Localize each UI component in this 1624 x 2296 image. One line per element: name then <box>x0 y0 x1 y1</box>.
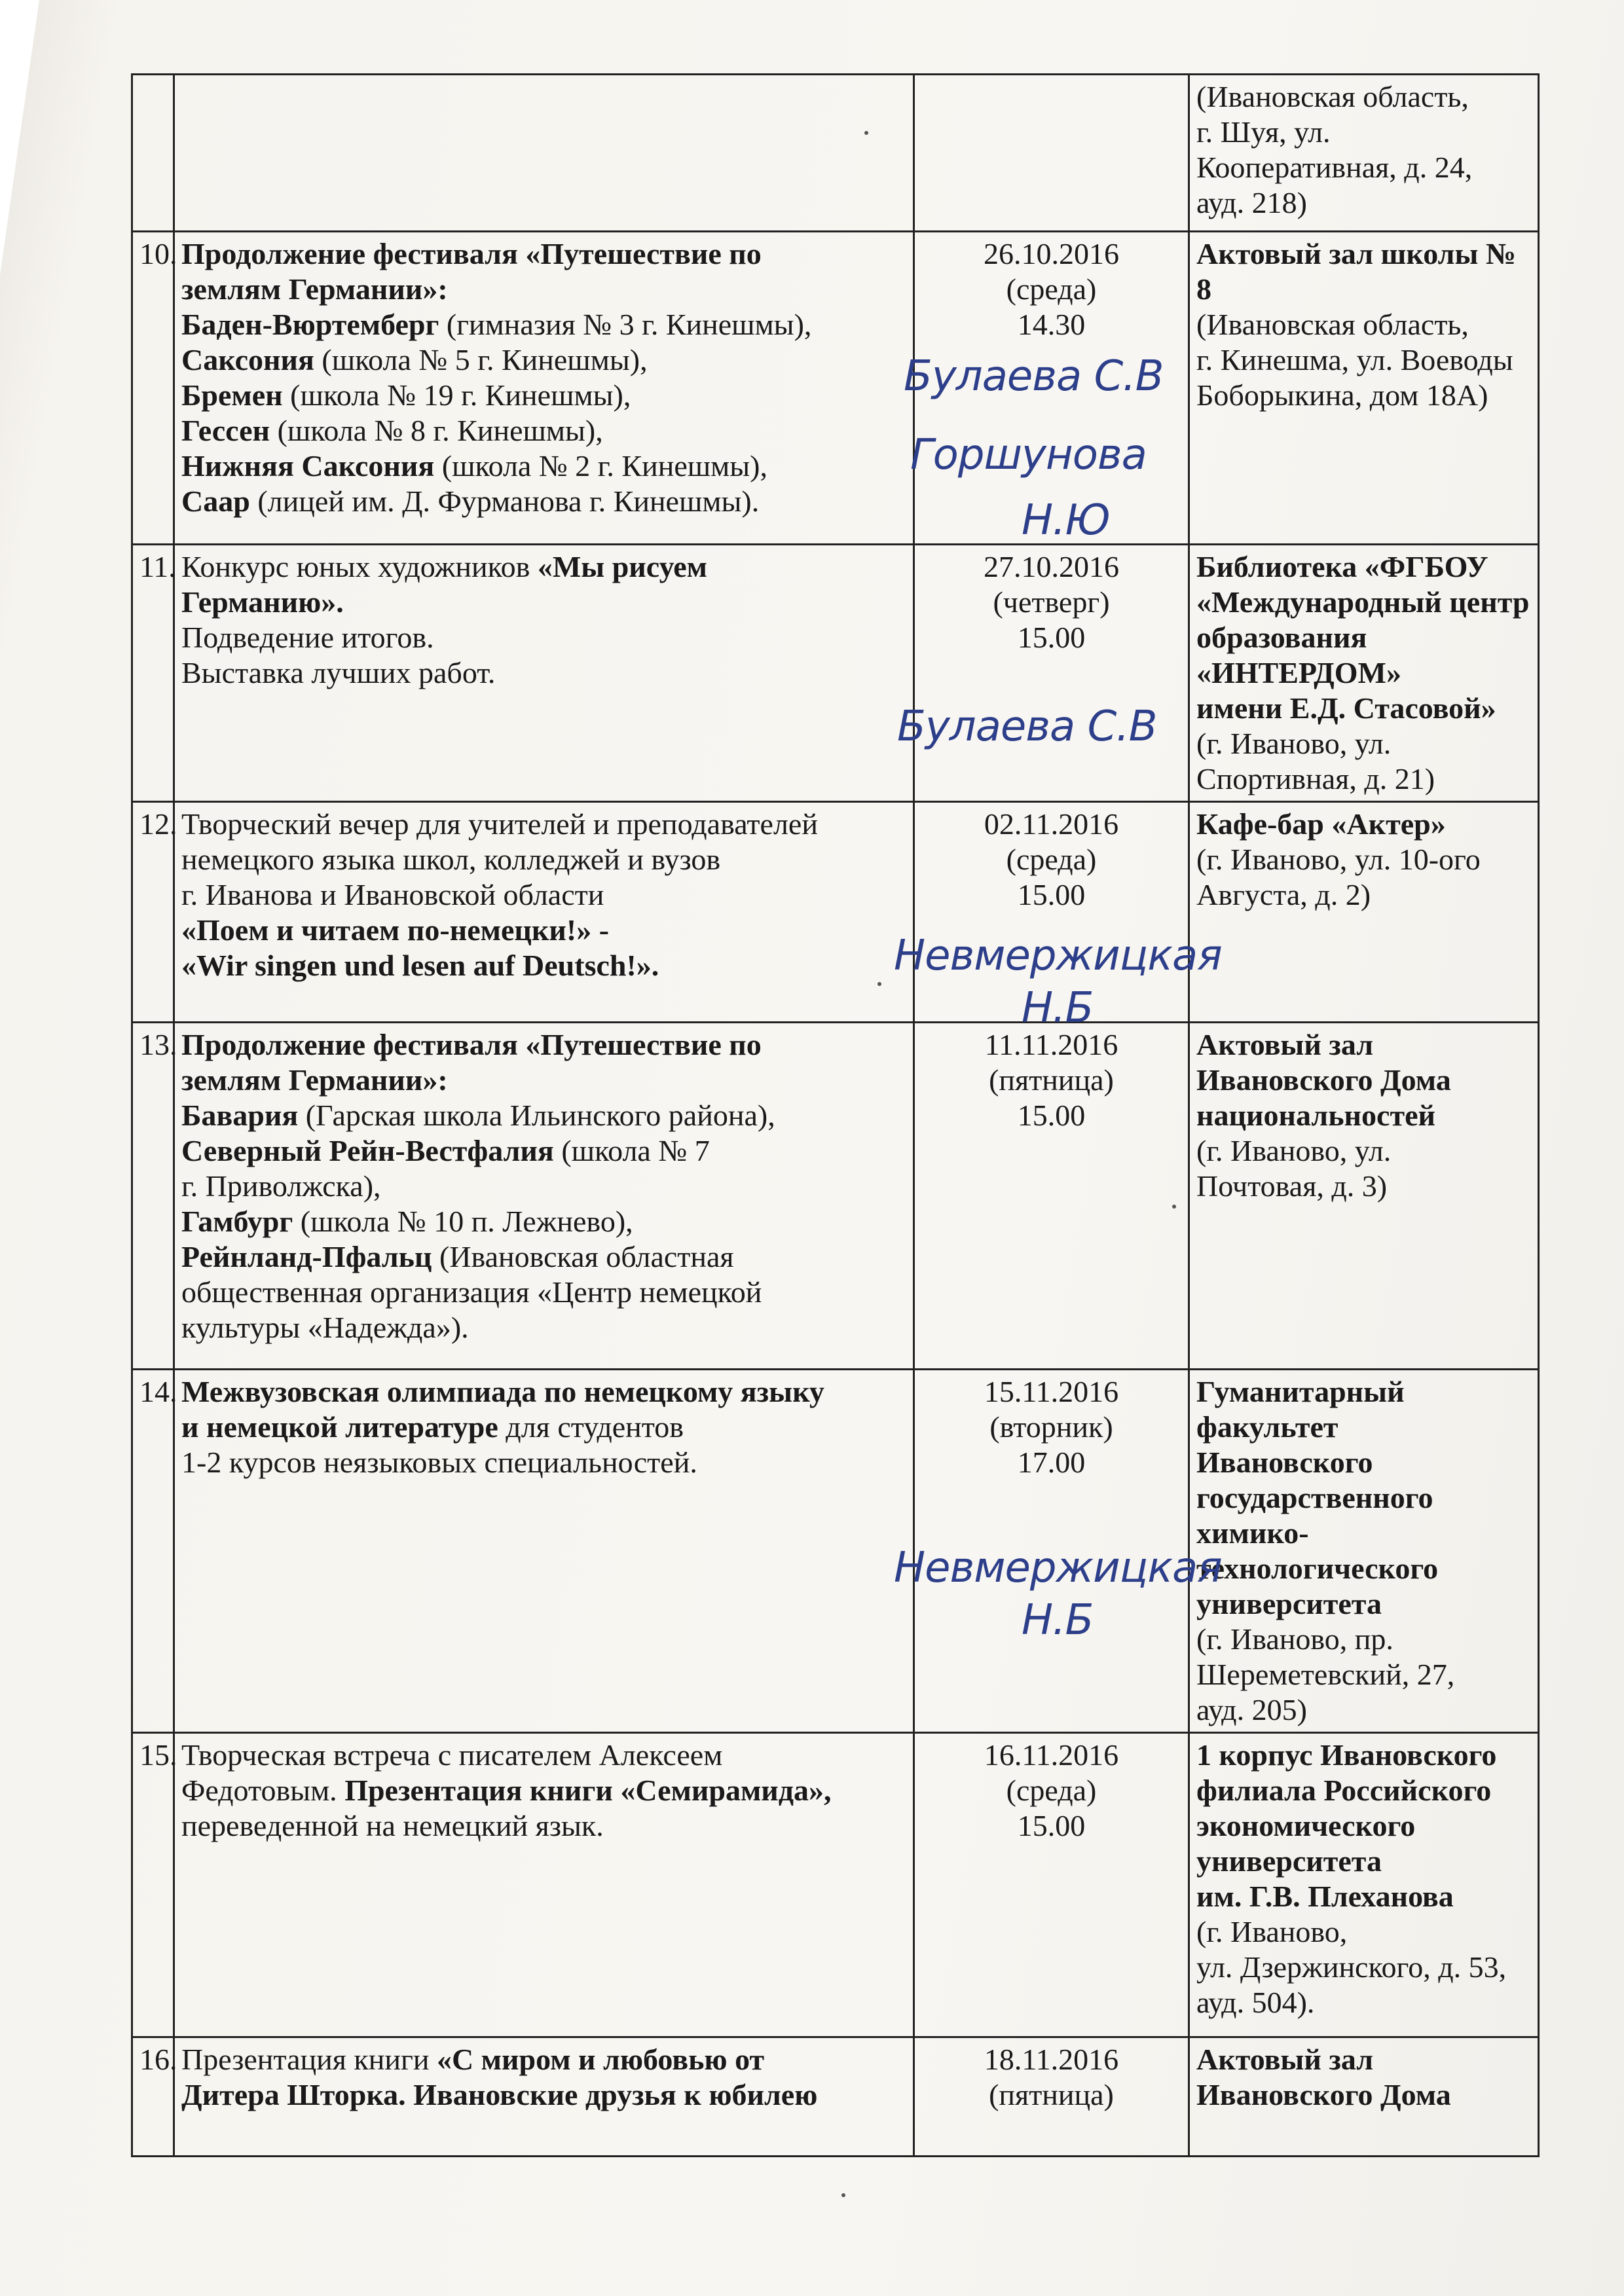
bold-text: Нижняя Саксония <box>181 449 435 483</box>
date-line: 15.00 <box>1017 621 1086 654</box>
scan-speck <box>877 982 881 986</box>
row-number: 12. <box>132 802 174 1023</box>
place-line <box>1196 691 1531 726</box>
event-line <box>181 1410 906 1445</box>
plain-text: Выставка лучших работ. <box>181 656 496 689</box>
plain-text: г. Кинешма, ул. Воеводы <box>1196 343 1513 376</box>
plain-text: для студентов <box>498 1410 684 1444</box>
bold-text: Гамбург <box>181 1205 293 1238</box>
plain-text: (гимназия № 3 г. Кинешмы), <box>439 308 812 341</box>
plain-text: (школа № 7 <box>553 1134 710 1167</box>
bold-text: землям Германии»: <box>181 272 448 306</box>
plain-text: Подведение итогов. <box>181 621 434 654</box>
event-line <box>181 1310 906 1345</box>
scan-speck <box>841 2193 845 2197</box>
place-cell <box>1189 75 1539 232</box>
bold-text: университета <box>1196 1587 1382 1620</box>
event-line <box>181 2077 906 2113</box>
place-cell <box>1189 545 1539 802</box>
bold-text: и немецкой литературе <box>181 1410 498 1444</box>
handwritten-signature: Булаева С.В <box>904 352 1164 401</box>
date-cell <box>914 2037 1189 2157</box>
plain-text: (Ивановская областная <box>432 1240 734 1273</box>
plain-text: Шереметевский, 27, <box>1196 1658 1455 1691</box>
place-line <box>1196 842 1531 877</box>
event-line <box>181 1808 906 1844</box>
place-line <box>1196 1985 1531 2020</box>
date-line: 15.00 <box>1017 878 1086 911</box>
date-line: (четверг) <box>993 585 1110 619</box>
bold-text: землям Германии»: <box>181 1063 448 1097</box>
plain-text: (г. Иваново, пр. <box>1196 1622 1393 1656</box>
bold-text: Кафе-бар «Актер» <box>1196 807 1446 841</box>
event-line <box>181 913 906 948</box>
event-line <box>181 1275 906 1310</box>
plain-text: переведенной на немецкий язык. <box>181 1809 604 1842</box>
place-line <box>1196 2042 1531 2077</box>
place-cell <box>1189 1370 1539 1733</box>
event-line <box>181 585 906 620</box>
place-line <box>1196 1480 1531 1516</box>
plain-text: (школа № 10 п. Лежнево), <box>293 1205 633 1238</box>
event-line <box>181 1169 906 1204</box>
event-line <box>181 1063 906 1098</box>
date-line: 27.10.2016 <box>984 550 1119 583</box>
place-line <box>1196 1551 1531 1586</box>
handwritten-signature: Невмержицкая <box>894 1544 1222 1592</box>
plain-text: общественная организация «Центр немецкой <box>181 1275 762 1309</box>
plain-text: Творческая встреча с писателем Алексеем <box>181 1738 723 1772</box>
event-line <box>181 1374 906 1410</box>
bold-text: «Wir singen und lesen auf Deutsch!». <box>181 949 659 982</box>
event-line <box>181 448 906 484</box>
place-line <box>1196 1169 1531 1204</box>
event-cell <box>174 1733 914 2037</box>
table-row <box>132 1023 1539 1370</box>
bold-text: образования <box>1196 621 1367 654</box>
event-line <box>181 484 906 519</box>
date-cell <box>914 1733 1189 2037</box>
plain-text: (г. Иваново, ул. <box>1196 1134 1392 1167</box>
event-line <box>181 655 906 691</box>
torn-corner <box>0 0 39 275</box>
bold-text: имени Е.Д. Стасовой» <box>1196 691 1496 725</box>
event-line <box>181 1027 906 1063</box>
place-line <box>1196 549 1531 585</box>
plain-text: Почтовая, д. 3) <box>1196 1169 1388 1203</box>
events-table <box>131 73 1540 2157</box>
table-row <box>132 545 1539 802</box>
place-line <box>1196 1027 1531 1063</box>
event-line <box>181 1445 906 1480</box>
bold-text: филиала Российского <box>1196 1774 1492 1807</box>
scan-speck <box>864 131 868 135</box>
place-line <box>1196 1586 1531 1622</box>
bold-text: «Международный центр <box>1196 585 1530 619</box>
plain-text: (школа № 5 г. Кинешмы), <box>314 343 648 376</box>
plain-text: (школа № 19 г. Кинешмы), <box>282 378 631 412</box>
place-line <box>1196 236 1531 307</box>
bold-text: «ИНТЕРДОМ» <box>1196 656 1401 689</box>
place-line <box>1196 1445 1531 1480</box>
date-line: 02.11.2016 <box>984 807 1119 841</box>
bold-text: 1 корпус Ивановского <box>1196 1738 1497 1772</box>
place-line <box>1196 1516 1531 1551</box>
bold-text: Гуманитарный факультет <box>1196 1375 1405 1444</box>
event-cell <box>174 75 914 232</box>
place-line: (Ивановская область, <box>1196 80 1469 113</box>
event-line <box>181 272 906 307</box>
place-line <box>1196 307 1531 342</box>
place-line: Кооперативная, д. 24, <box>1196 151 1473 184</box>
place-line <box>1196 2077 1531 2113</box>
bold-text: Бремен <box>181 378 283 412</box>
row-number: 16. <box>132 2037 174 2157</box>
place-line <box>1196 1808 1531 1844</box>
plain-text: Федотовым. <box>181 1774 345 1807</box>
bold-text: Ивановского Дома <box>1196 1063 1451 1097</box>
date-line: 15.11.2016 <box>984 1375 1119 1408</box>
plain-text: (школа № 8 г. Кинешмы), <box>270 414 603 447</box>
date-cell <box>914 545 1189 802</box>
bold-text: Продолжение фестиваля «Путешествие по <box>181 237 762 270</box>
bold-text: Саар <box>181 484 250 518</box>
plain-text: культуры «Надежда»). <box>181 1311 469 1344</box>
event-line <box>181 1133 906 1169</box>
bold-text: экономического <box>1196 1809 1416 1842</box>
plain-text: Презентация книги <box>181 2043 437 2076</box>
bold-text: Дитера Шторка. Ивановские друзья к юбилею <box>181 2078 818 2111</box>
row-number <box>132 75 174 232</box>
event-cell <box>174 2037 914 2157</box>
event-cell <box>174 1023 914 1370</box>
plain-text: ауд. 504). <box>1196 1986 1315 2019</box>
date-line: 11.11.2016 <box>984 1028 1118 1061</box>
bold-text: «Мы рисуем <box>537 550 707 583</box>
date-line: (среда) <box>1006 843 1097 876</box>
place-line <box>1196 1133 1531 1169</box>
place-line <box>1196 378 1531 413</box>
bold-text: Саксония <box>181 343 314 376</box>
bold-text: Ивановского Дома <box>1196 2078 1451 2111</box>
bold-text: национальностей <box>1196 1099 1435 1132</box>
bold-text: Продолжение фестиваля «Путешествие по <box>181 1028 762 1061</box>
bold-text: Баден-Вюртемберг <box>181 308 439 341</box>
plain-text: ул. Дзержинского, д. 53, <box>1196 1950 1507 1984</box>
handwritten-signature: Н.Б <box>1022 1596 1094 1645</box>
bold-text: Библиотека «ФГБОУ <box>1196 550 1488 583</box>
table-row <box>132 75 1539 232</box>
place-line: ауд. 218) <box>1196 186 1307 219</box>
bold-text: Германию». <box>181 585 344 619</box>
bold-text: «Поем и читаем по-немецки!» - <box>181 913 610 947</box>
table-row <box>132 1733 1539 2037</box>
bold-text: Бавария <box>181 1099 299 1132</box>
plain-text: Боборыкина, дом 18А) <box>1196 378 1488 412</box>
date-line: 15.00 <box>1017 1809 1086 1842</box>
place-line <box>1196 1844 1531 1879</box>
place-line <box>1196 620 1531 655</box>
place-line <box>1196 655 1531 691</box>
event-line <box>181 378 906 413</box>
event-line <box>181 1204 906 1239</box>
bold-text: Межвузовская олимпиада по немецкому языку <box>181 1375 824 1408</box>
plain-text: 1-2 курсов неязыковых специальностей. <box>181 1446 697 1479</box>
place-line <box>1196 1098 1531 1133</box>
event-cell <box>174 802 914 1023</box>
bold-text: «С миром и любовью от <box>436 2043 765 2076</box>
date-line: (пятница) <box>989 1063 1114 1097</box>
date-line: 14.30 <box>1017 308 1086 341</box>
event-line <box>181 1773 906 1808</box>
date-line: 15.00 <box>1017 1099 1086 1132</box>
plain-text: (Гарская школа Ильинского района), <box>298 1099 775 1132</box>
date-line: 18.11.2016 <box>984 2043 1119 2076</box>
place-line <box>1196 1063 1531 1098</box>
event-line <box>181 620 906 655</box>
bold-text: университета <box>1196 1844 1382 1878</box>
event-line <box>181 842 906 877</box>
event-line <box>181 1239 906 1275</box>
place-line <box>1196 585 1531 620</box>
place-line <box>1196 761 1531 797</box>
event-cell <box>174 1370 914 1733</box>
table-row <box>132 2037 1539 2157</box>
bold-text: химико- <box>1196 1516 1309 1550</box>
row-number: 11. <box>132 545 174 802</box>
plain-text: (г. Иваново, <box>1196 1915 1348 1948</box>
date-line: (пятница) <box>989 2078 1114 2111</box>
handwritten-signature: Булаева С.В <box>897 702 1157 751</box>
bold-text: Гессен <box>181 414 270 447</box>
place-cell <box>1189 1023 1539 1370</box>
handwritten-signature: Н.Ю <box>1022 496 1110 545</box>
table-row <box>132 1370 1539 1733</box>
row-number: 13. <box>132 1023 174 1370</box>
event-cell <box>174 545 914 802</box>
place-line <box>1196 726 1531 761</box>
place-line <box>1196 1950 1531 1985</box>
row-number: 10. <box>132 232 174 545</box>
table-row <box>132 232 1539 545</box>
handwritten-signature: Н.Б <box>1022 984 1094 1032</box>
table-row <box>132 802 1539 1023</box>
date-line: (вторник) <box>989 1410 1113 1444</box>
plain-text: ауд. 205) <box>1196 1693 1307 1726</box>
place-line <box>1196 1914 1531 1950</box>
place-line <box>1196 1374 1531 1445</box>
place-line <box>1196 342 1531 378</box>
plain-text: г. Приволжска), <box>181 1169 381 1203</box>
event-line <box>181 948 906 983</box>
plain-text: Августа, д. 2) <box>1196 878 1371 911</box>
bold-text: Актовый зал <box>1196 1028 1374 1061</box>
event-cell <box>174 232 914 545</box>
place-cell <box>1189 802 1539 1023</box>
place-cell <box>1189 232 1539 545</box>
bold-text: технологического <box>1196 1552 1439 1585</box>
handwritten-signature: Невмержицкая <box>894 932 1222 980</box>
date-line: 17.00 <box>1017 1446 1086 1479</box>
plain-text: (г. Иваново, ул. <box>1196 727 1392 760</box>
bold-text: Актовый зал <box>1196 2043 1374 2076</box>
event-line <box>181 307 906 342</box>
event-line <box>181 549 906 585</box>
bold-text: им. Г.В. Плеханова <box>1196 1880 1454 1913</box>
plain-text: (г. Иваново, ул. 10-ого <box>1196 843 1481 876</box>
plain-text: Конкурс юных художников <box>181 550 538 583</box>
place-line <box>1196 1773 1531 1808</box>
date-line: 16.11.2016 <box>984 1738 1119 1772</box>
place-cell <box>1189 1733 1539 2037</box>
bold-text: государственного <box>1196 1481 1433 1514</box>
row-number: 14. <box>132 1370 174 1733</box>
bold-text: Рейнланд-Пфальц <box>181 1240 432 1273</box>
event-line <box>181 1738 906 1773</box>
plain-text: (Ивановская область, <box>1196 308 1469 341</box>
plain-text: немецкого языка школ, колледжей и вузов <box>181 843 721 876</box>
bold-text: Ивановского <box>1196 1446 1373 1479</box>
event-line <box>181 236 906 272</box>
event-line <box>181 877 906 913</box>
place-line <box>1196 877 1531 913</box>
place-line <box>1196 807 1531 842</box>
event-line <box>181 342 906 378</box>
event-line <box>181 1098 906 1133</box>
bold-text: Северный Рейн-Вестфалия <box>181 1134 554 1167</box>
event-line <box>181 2042 906 2077</box>
handwritten-signature: Горшунова <box>910 431 1147 479</box>
date-line: (среда) <box>1006 1774 1097 1807</box>
date-cell <box>914 75 1189 232</box>
place-line <box>1196 1879 1531 1914</box>
date-line: 26.10.2016 <box>984 237 1119 270</box>
event-line <box>181 413 906 448</box>
event-line <box>181 807 906 842</box>
plain-text: (школа № 2 г. Кинешмы), <box>434 449 767 483</box>
plain-text: (лицей им. Д. Фурманова г. Кинешмы). <box>249 484 760 518</box>
place-cell <box>1189 2037 1539 2157</box>
plain-text: Спортивная, д. 21) <box>1196 762 1435 795</box>
plain-text: Творческий вечер для учителей и преподавателей <box>181 807 818 841</box>
place-line <box>1196 1738 1531 1773</box>
place-line: г. Шуя, ул. <box>1196 115 1331 149</box>
date-line: (среда) <box>1006 272 1097 306</box>
bold-text: Презентация книги «Семирамида», <box>344 1774 832 1807</box>
plain-text: г. Иванова и Ивановской области <box>181 878 604 911</box>
date-cell <box>914 1023 1189 1370</box>
bold-text: Актовый зал школы № 8 <box>1196 237 1517 306</box>
place-line <box>1196 1622 1531 1657</box>
scan-speck <box>1172 1205 1176 1209</box>
place-line <box>1196 1692 1531 1728</box>
row-number: 15. <box>132 1733 174 2037</box>
place-line <box>1196 1657 1531 1692</box>
